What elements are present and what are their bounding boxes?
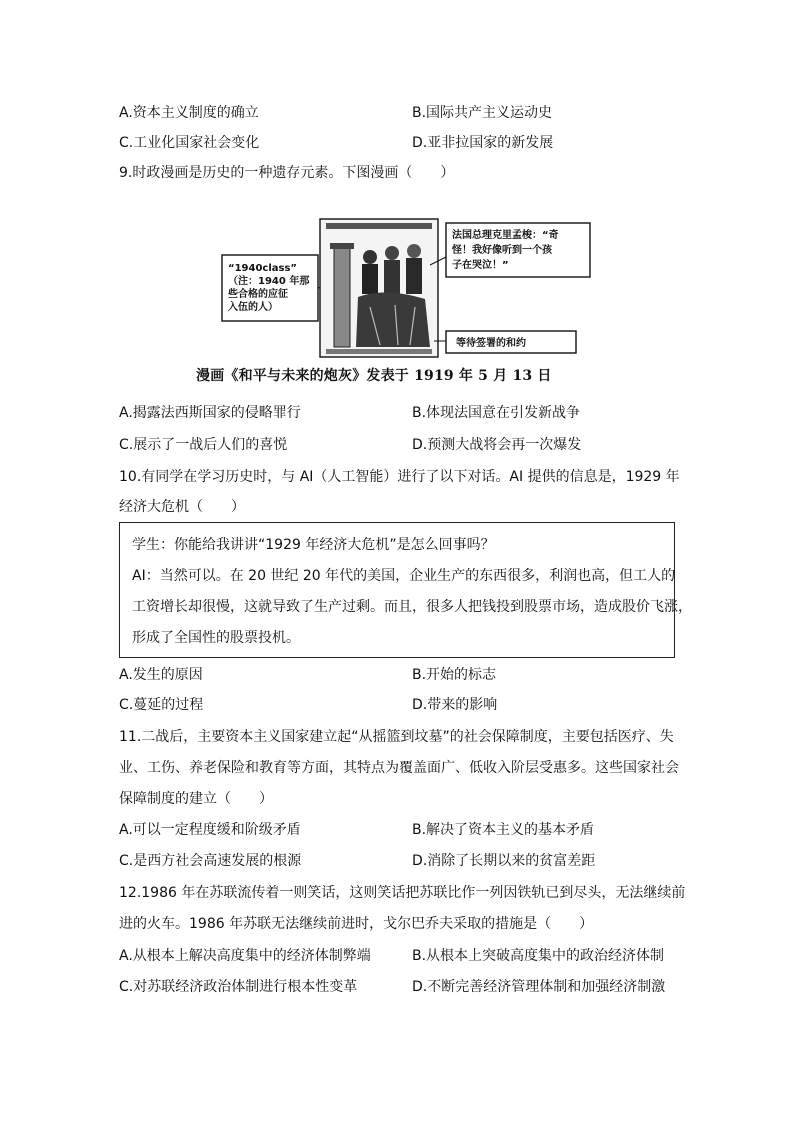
q8-option-b: B.国际共产主义运动史 (412, 105, 553, 121)
q9-cartoon-figure (220, 217, 592, 359)
q10-stem-line1: 10.有同学在学习历史时，与 AI（人工智能）进行了以下对话。AI 提供的信息是，1929 年 (119, 469, 680, 485)
cartoon-left-note-line4: 入伍的人） (228, 302, 278, 313)
cartoon-left-note-line3: 些合格的应征 (228, 289, 288, 300)
q10-dialog-line1: 学生：你能给我讲讲“1929 年经济大危机”是怎么回事吗？ (132, 537, 495, 553)
q9-option-a: A.揭露法西斯国家的侵略罪行 (119, 405, 301, 421)
q11-option-b: B.解决了资本主义的基本矛盾 (412, 822, 595, 838)
q10-dialog-line4: 形成了全国性的股票投机。 (132, 630, 300, 646)
q10-option-d: D.带来的影响 (412, 697, 498, 713)
cartoon-right-note-line3: 子在哭泣！” (452, 260, 509, 271)
q10-option-c: C.蔓延的过程 (119, 697, 204, 713)
q11-option-c: C.是西方社会高速发展的根源 (119, 853, 302, 869)
cartoon-left-note-line1: “1940class” (228, 263, 297, 274)
q10-stem-line2: 经济大危机（ ） (119, 499, 245, 515)
q10-dialog-box (119, 522, 692, 658)
q11-stem-line2: 业、工伤、养老保险和教育等方面，其特点为覆盖面广、低收入阶层受惠多。这些国家社会 (119, 760, 679, 776)
q9-option-c: C.展示了一战后人们的喜悦 (119, 437, 288, 453)
q8-option-a: A.资本主义制度的确立 (119, 105, 259, 121)
q10-option-a: A.发生的原因 (119, 667, 203, 683)
q8-option-c: C.工业化国家社会变化 (119, 135, 260, 151)
q11-option-a: A.可以一定程度缓和阶级矛盾 (119, 822, 301, 838)
q11-stem-line1: 11.二战后，主要资本主义国家建立起“从摇篮到坟墓”的社会保障制度，主要包括医疗、失 (119, 729, 674, 745)
q10-dialog-line3: 工资增长却很慢，这就导致了生产过剩。而且，很多人把钱投到股票市场，造成股价飞涨， (132, 599, 692, 615)
q9-option-b: B.体现法国意在引发新战争 (412, 405, 581, 421)
q12-stem-line2: 进的火车。1986 年苏联无法继续前进时，戈尔巴乔夫采取的措施是（ ） (119, 916, 594, 932)
q10-option-b: B.开始的标志 (412, 667, 497, 683)
q12-option-d: D.不断完善经济管理体制和加强经济制激 (412, 979, 666, 995)
q11-option-d: D.消除了长期以来的贫富差距 (412, 853, 596, 869)
q12-option-c: C.对苏联经济政治体制进行根本性变革 (119, 979, 358, 995)
cartoon-bottom-note: 等待签署的和约 (456, 338, 526, 349)
q9-cartoon-caption: 漫画《和平与未来的炮灰》发表于 1919 年 5 月 13 日 (196, 368, 552, 384)
q9-option-d: D.预测大战将会再一次爆发 (412, 437, 582, 453)
q8-option-d: D.亚非拉国家的新发展 (412, 135, 554, 151)
q9-stem: 9.时政漫画是历史的一种遗存元素。下图漫画（ ） (119, 165, 455, 181)
cartoon-right-note-line1: 法国总理克里孟梭：“奇 (452, 230, 559, 241)
cartoon-right-note-line2: 怪！我好像听到一个孩 (452, 245, 552, 256)
q11-stem-line3: 保障制度的建立（ ） (119, 791, 273, 807)
cartoon-drawing (320, 219, 438, 357)
q12-stem-line1: 12.1986 年在苏联流传着一则笑话，这则笑话把苏联比作一列因铁轨已到尽头，无法继续前 (119, 885, 686, 901)
cartoon-left-note-line2: （注：1940 年那 (228, 276, 310, 287)
q10-dialog-line2: AI：当然可以。在 20 世纪 20 年代的美国，企业生产的东西很多，利润也高，但工人的 (132, 568, 676, 584)
q12-option-a: A.从根本上解决高度集中的经济体制弊端 (119, 948, 371, 964)
q12-option-b: B.从根本上突破高度集中的政治经济体制 (412, 948, 665, 964)
